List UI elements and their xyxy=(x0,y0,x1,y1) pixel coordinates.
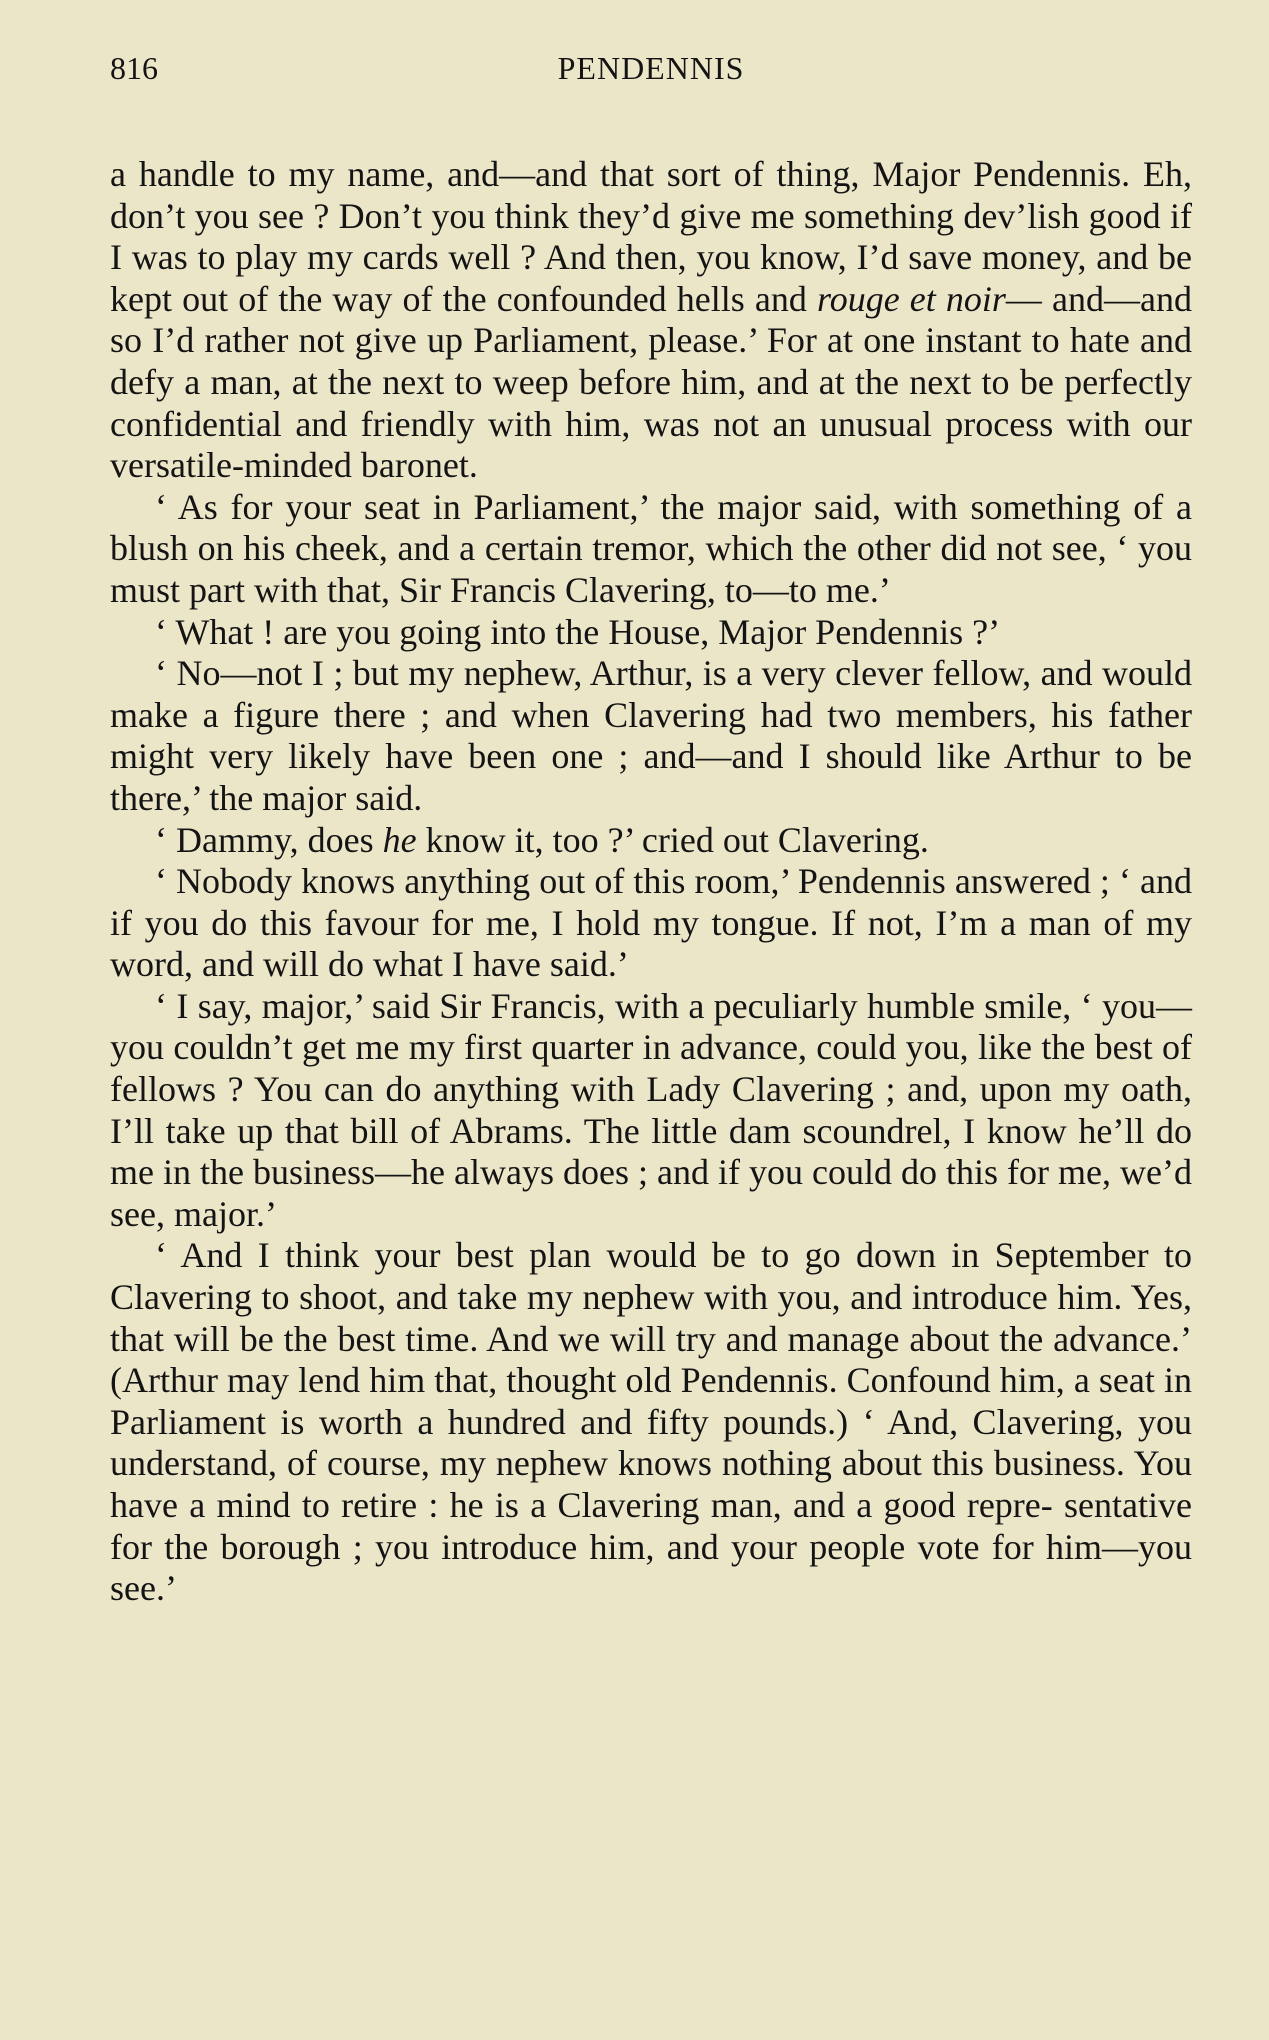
paragraph-1-text-a: a handle to my name, and—and that sort of thing, Major Pendennis. Eh, don’t you see ? Don’t you think they’d give me something dev’lish good if I was to play my cards well ? And then, you know, I’d save money, and be kept out of the way of the confounded hells and xyxy=(110,154,1192,319)
paragraph-4-text: ‘ No—not I ; but my nephew, Arthur, is a very clever fellow, and would make a figure there ; and when Clavering had two members, his father might very likely have been one ; and—and I should like Arthur to be there,’ the major said. xyxy=(110,653,1192,818)
paragraph-1 xyxy=(110,154,1192,487)
paragraph-4 xyxy=(110,653,1192,819)
paragraph-7-text: ‘ I say, major,’ said Sir Francis, with a peculiarly humble smile, ‘ you—you couldn’t get me my first quarter in advance, could you, like the best of fellows ? You can do anything with Lady Clavering ; and, upon my oath, I’ll take up that bill of Abrams. The little dam scoundrel, I know he’ll do me in the business—he always does ; and if you could do this for me, we’d see, major.’ xyxy=(110,985,1192,1234)
running-title: PENDENNIS xyxy=(557,50,745,86)
paragraph-3 xyxy=(110,612,1192,654)
paragraph-6-text: ‘ Nobody knows anything out of this room,’ Pendennis answered ; ‘ and if you do this favour for me, I hold my tongue. If not, I’m a man of my word, and will do what I have said.’ xyxy=(110,861,1192,985)
paragraph-5-italic-word: he xyxy=(382,819,417,860)
paragraph-1-text-b: — and—and so I’d rather not give up Parliament, please.’ For at one instant to hate and defy a man, at the next to weep before him, and at the next to be perfectly confidential and friendly with him, was not an unusual process with our versatile-minded baronet. xyxy=(110,278,1192,486)
paragraph-8 xyxy=(110,1235,1192,1609)
paragraph-8-text: ‘ And I think your best plan would be to go down in September to Clavering to shoot, and take my nephew with you, and introduce him. Yes, that will be the best time. And we will try and manage about the advance.’ (Arthur may lend him that, thought old Pendennis. Confound him, a seat in Parliament is worth a hundred and fifty pounds.) ‘ And, Clavering, you understand, of course, my nephew knows nothing about this business. You have a mind to retire : he is a Clavering man, and a good repre- sentative for the borough ; you introduce him, and your people vote for him—you see.’ xyxy=(110,1235,1192,1609)
paragraph-2 xyxy=(110,487,1192,612)
paragraph-7 xyxy=(110,986,1192,1236)
paragraph-6 xyxy=(110,861,1192,986)
book-page xyxy=(110,40,1192,2000)
page-body xyxy=(110,154,1192,1610)
paragraph-2-text: ‘ As for your seat in Parliament,’ the major said, with something of a blush on his cheek, and a certain tremor, which the other did not see, ‘ you must part with that, Sir Francis Clavering, to—to me.’ xyxy=(110,486,1192,610)
paragraph-1-italic-phrase: rouge et noir xyxy=(817,278,1006,319)
page-header xyxy=(110,40,1192,96)
paragraph-5-text-b: know it, too ?’ cried out Clavering. xyxy=(416,819,929,860)
page-number: 816 xyxy=(110,50,158,86)
paragraph-5 xyxy=(110,820,1192,862)
paragraph-5-text-a: ‘ Dammy, does xyxy=(155,819,383,860)
paragraph-3-text: ‘ What ! are you going into the House, Major Pendennis ?’ xyxy=(155,611,1001,652)
